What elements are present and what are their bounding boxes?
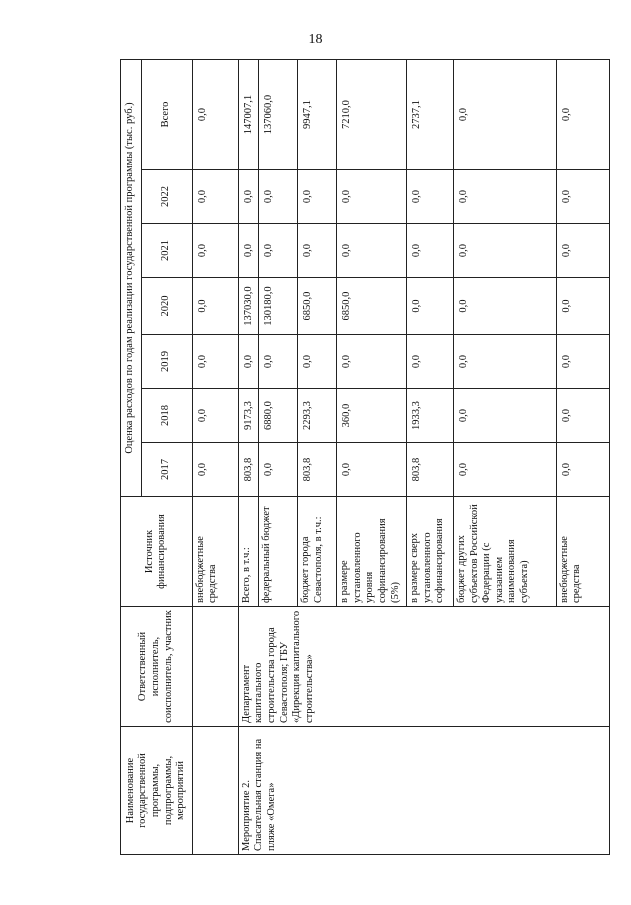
value-cell: 6850,0 [337,278,407,335]
value-cell: 0,0 [406,170,453,224]
header-year-2017: 2017 [141,443,192,497]
value-cell: 0,0 [406,224,453,278]
source-cell: в размере сверх установленного софинансирования [406,497,453,607]
total-cell: 147007,1 [238,59,259,169]
total-cell: 0,0 [192,59,238,169]
value-cell: 0,0 [454,389,557,443]
source-cell: Всего, в т.ч.: [238,497,259,607]
responsible-cell-empty [192,607,238,727]
value-cell: 0,0 [298,170,337,224]
value-cell: 803,8 [238,443,259,497]
value-cell: 0,0 [298,335,337,389]
total-cell: 9947,1 [298,59,337,169]
value-cell: 0,0 [454,224,557,278]
source-cell: бюджет других субъектов Российской Федерации (с указанием наименования субъекта) [454,497,557,607]
value-cell: 0,0 [192,170,238,224]
header-responsible: Ответственный исполнитель, соисполнитель, участник [121,607,193,727]
value-cell: 0,0 [454,170,557,224]
value-cell: 137030,0 [238,278,259,335]
value-cell: 0,0 [192,443,238,497]
value-cell: 0,0 [192,389,238,443]
rotated-table-container [120,60,610,855]
source-cell: внебюджетные средства [192,497,238,607]
value-cell: 0,0 [556,224,609,278]
value-cell: 0,0 [406,278,453,335]
budget-table [120,59,610,855]
header-year-2021: 2021 [141,224,192,278]
value-cell: 0,0 [259,170,298,224]
value-cell: 0,0 [556,170,609,224]
source-cell: внебюджетные средства [556,497,609,607]
value-cell: 0,0 [406,335,453,389]
value-cell: 0,0 [238,170,259,224]
header-year-2020: 2020 [141,278,192,335]
value-cell: 0,0 [192,278,238,335]
header-year-2022: 2022 [141,170,192,224]
value-cell: 6880,0 [259,389,298,443]
total-cell: 2737,1 [406,59,453,169]
source-cell: федеральный бюджет [259,497,298,607]
value-cell: 2293,3 [298,389,337,443]
source-cell: бюджет города Севастополя, в т.ч.: [298,497,337,607]
value-cell: 0,0 [259,443,298,497]
source-cell: в размере установленного уровня софинансирования (5%) [337,497,407,607]
value-cell: 0,0 [192,335,238,389]
value-cell: 130180,0 [259,278,298,335]
table-row [192,59,238,854]
header-total: Всего [141,59,192,169]
measure-responsible-cell: Департамент капитального строительства города Севастополя; ГБУ «Дирекция капитального строительства» [238,607,609,727]
value-cell: 0,0 [454,278,557,335]
total-cell: 7210,0 [337,59,407,169]
header-name: Наименование государственной программы, подпрограммы, мероприятий [121,727,193,855]
header-estimate: Оценка расходов по годам реализации государственной программы (тыс. руб.) [121,59,142,496]
value-cell: 1933,3 [406,389,453,443]
value-cell: 0,0 [337,224,407,278]
table-row [238,59,259,854]
total-cell: 0,0 [556,59,609,169]
total-cell: 0,0 [454,59,557,169]
page-number: 18 [308,32,323,47]
value-cell: 0,0 [556,278,609,335]
value-cell: 0,0 [454,443,557,497]
total-cell: 137060,0 [259,59,298,169]
value-cell: 6850,0 [298,278,337,335]
value-cell: 360,0 [337,389,407,443]
value-cell: 0,0 [556,389,609,443]
value-cell: 0,0 [556,335,609,389]
value-cell: 0,0 [259,224,298,278]
header-row-1 [121,59,142,854]
value-cell: 0,0 [337,443,407,497]
value-cell: 0,0 [238,335,259,389]
value-cell: 803,8 [298,443,337,497]
name-cell-empty [192,727,238,855]
header-year-2019: 2019 [141,335,192,389]
value-cell: 803,8 [406,443,453,497]
value-cell: 0,0 [259,335,298,389]
header-year-2018: 2018 [141,389,192,443]
measure-name-cell: Мероприятие 2. Спасательная станция на пляже «Омега» [238,727,609,855]
value-cell: 9173,3 [238,389,259,443]
value-cell: 0,0 [298,224,337,278]
value-cell: 0,0 [337,335,407,389]
value-cell: 0,0 [192,224,238,278]
value-cell: 0,0 [556,443,609,497]
value-cell: 0,0 [337,170,407,224]
value-cell: 0,0 [454,335,557,389]
value-cell: 0,0 [238,224,259,278]
header-source: Источник финансирования [121,497,193,607]
